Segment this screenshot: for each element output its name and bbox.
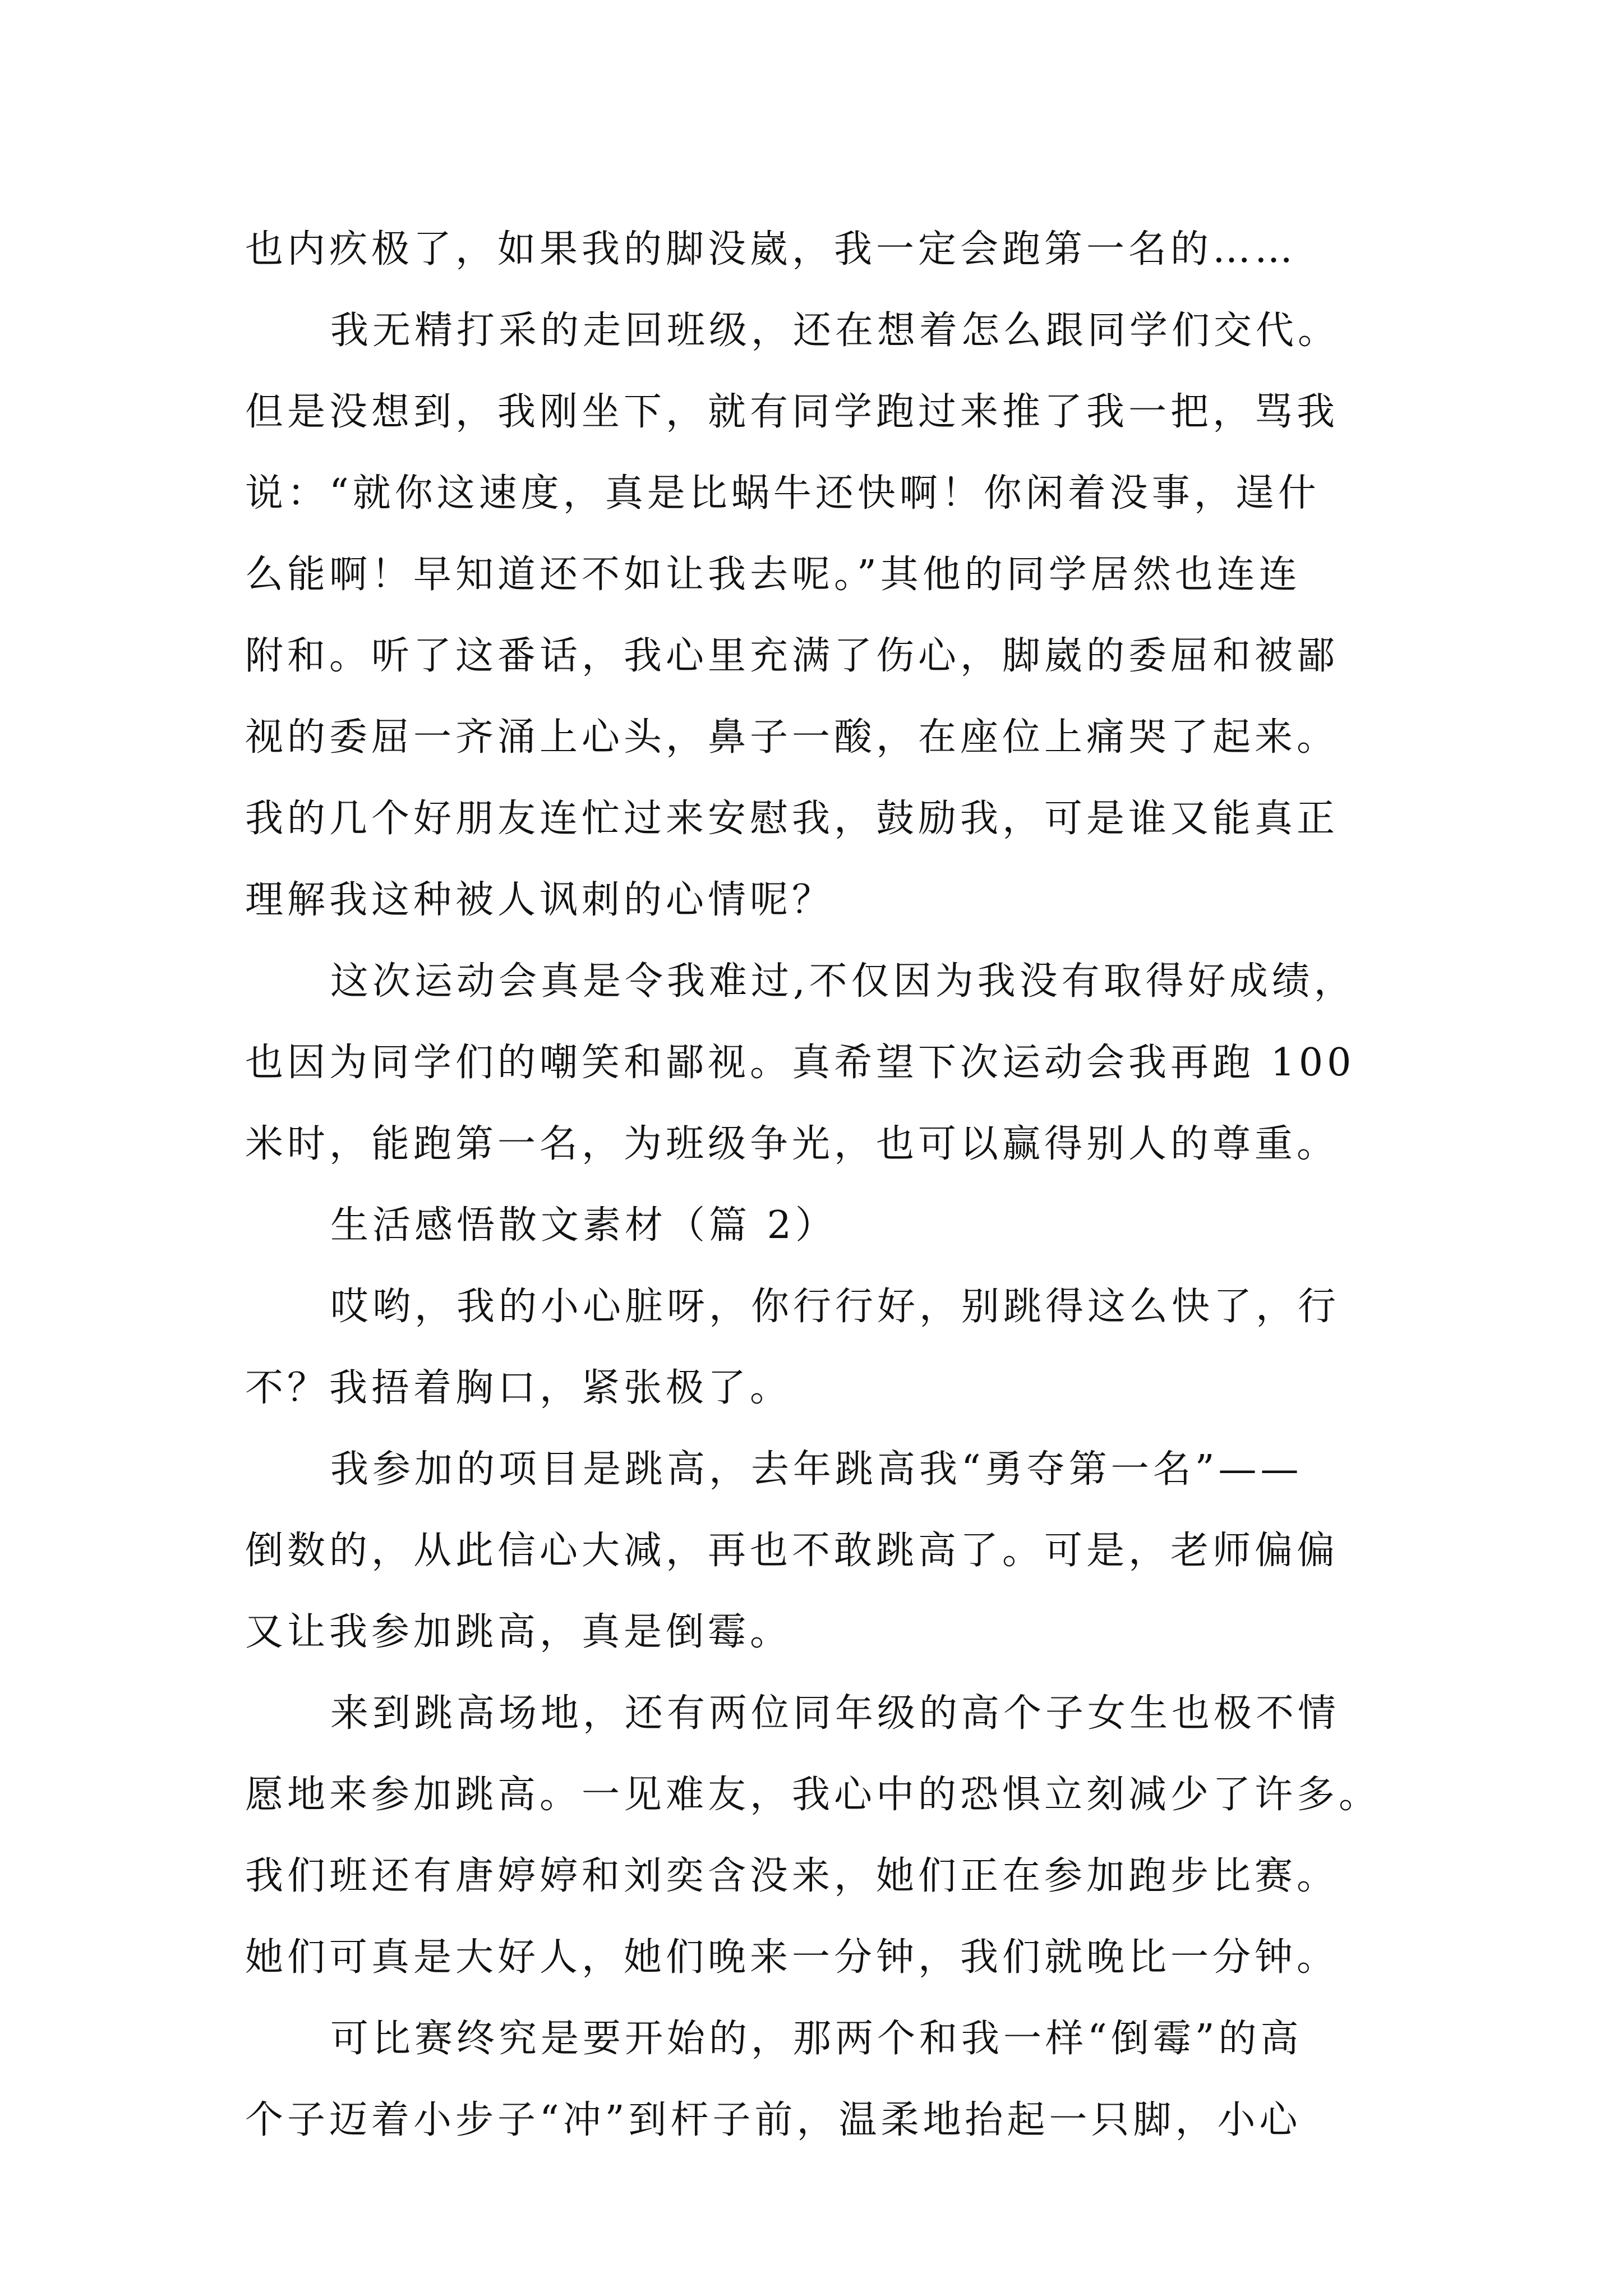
text-line: 也因为同学们的嘲笑和鄙视。真希望下次运动会我再跑 100 [245, 1041, 1355, 1085]
text-line: 我的几个好朋友连忙过来安慰我，鼓励我，可是谁又能真正 [245, 797, 1339, 841]
text-line: 来到跳高场地，还有两位同年级的高个子女生也极不情 [330, 1691, 1340, 1736]
text-line: 视的委屈一齐涌上心头，鼻子一酸，在座位上痛哭了起来。 [245, 715, 1339, 760]
text-line: 个子迈着小步子“冲”到杆子前，温柔地抬起一只脚，小心 [245, 2098, 1302, 2142]
text-line: 愿地来参加跳高。一见难友，我心中的恐惧立刻减少了许多。 [245, 1773, 1381, 1817]
text-line: 不？我捂着胸口，紧张极了。 [245, 1366, 792, 1410]
text-line: 么能啊！早知道还不如让我去呢。”其他的同学居然也连连 [245, 553, 1301, 597]
text-line: 生活感悟散文素材（篇 2） [330, 1203, 837, 1248]
text-line: 说：“就你这速度，真是比蜗牛还快啊！你闲着没事，逞什 [245, 471, 1320, 516]
text-line: 她们可真是大好人，她们晚来一分钟，我们就晚比一分钟。 [245, 1935, 1339, 1980]
text-line: 也内疚极了，如果我的脚没崴，我一定会跑第一名的…… [245, 227, 1297, 272]
text-line: 我无精打采的走回班级，还在想着怎么跟同学们交代。 [330, 309, 1340, 353]
text-line: 哎哟，我的小心脏呀，你行行好，别跳得这么快了，行 [330, 1285, 1340, 1329]
text-line: 倒数的，从此信心大减，再也不敢跳高了。可是，老师偏偏 [245, 1529, 1339, 1573]
text-line: 可比赛终究是要开始的，那两个和我一样“倒霉”的高 [330, 2017, 1303, 2061]
text-line: 米时，能跑第一名，为班级争光，也可以赢得别人的尊重。 [245, 1122, 1339, 1166]
text-line: 又让我参加跳高，真是倒霉。 [245, 1610, 792, 1654]
text-line: 附和。听了这番话，我心里充满了伤心，脚崴的委屈和被鄙 [245, 634, 1339, 678]
text-line: 但是没想到，我刚坐下，就有同学跑过来推了我一把，骂我 [245, 390, 1339, 434]
text-line: 理解我这种被人讽刺的心情呢？ [245, 878, 834, 922]
text-line: 我们班还有唐婷婷和刘奕含没来，她们正在参加跑步比赛。 [245, 1854, 1339, 1898]
text-line: 这次运动会真是令我难过,不仅因为我没有取得好成绩， [330, 959, 1356, 1004]
text-line: 我参加的项目是跳高，去年跳高我“勇夺第一名”—— [330, 1447, 1303, 1492]
body-text [245, 209, 1384, 2161]
